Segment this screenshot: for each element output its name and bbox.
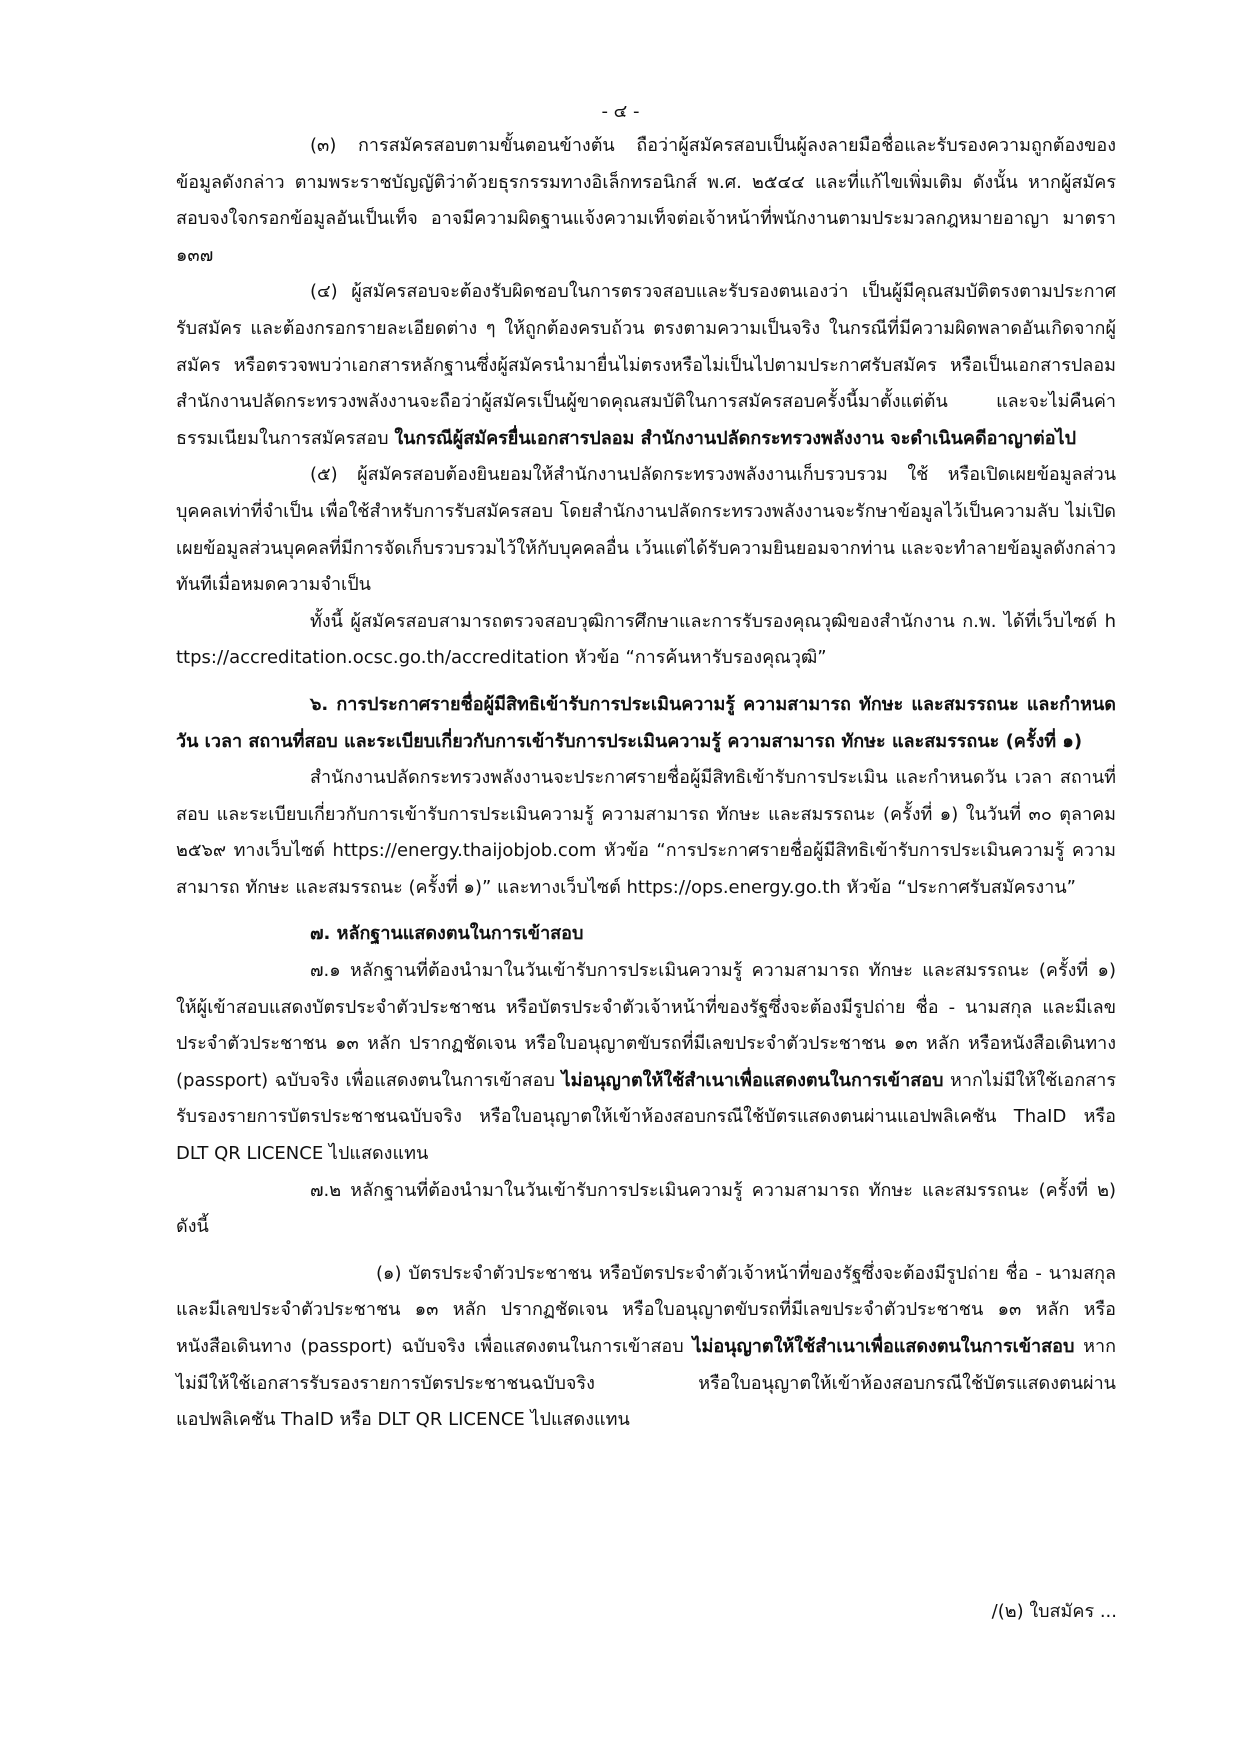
- section-7-heading: ๗. หลักฐานแสดงตนในการเข้าสอบ: [310, 923, 584, 945]
- section-6-body: สำนักงานปลัดกระทรวงพลังงานจะประกาศรายชื่อผู้มีสิทธิเข้ารับการประเมิน และกำหนดวัน เวลา สถานที่สอบ และระเบียบเกี่ยวกับการเข้ารับการประเมินความรู้ ความสามารถ ทักษะ และสมรรถนะ (ครั้งที่ ๑) ในวันที่ ๓๐ ตุลาคม ๒๕๖๙ ทางเว็บไซต์ https://energy.thaijobjob.com หัวข้อ “การประกาศรายชื่อผู้มีสิทธิเข้ารับการประเมินความรู้ ความสามารถ ทักษะ และสมรรถนะ (ครั้งที่ ๑)” และทางเว็บไซต์ https://ops.energy.go.th หัวข้อ “ประกาศรับสมัครงาน”: [176, 767, 1116, 898]
- page-number: - ๔ -: [601, 101, 640, 122]
- accreditation-note-text: ทั้งนี้ ผู้สมัครสอบสามารถตรวจสอบวุฒิการศึกษาและการรับรองคุณวุฒิของสำนักงาน ก.พ. ได้ที่เว็บไซต์: [310, 610, 1105, 632]
- clause-7-2-1-text: (๑) บัตรประจำตัวประชาชน หรือบัตรประจำตัวเจ้าหน้าที่ของรัฐซึ่งจะต้องมีรูปถ่าย ชื่อ - นามสกุล และมีเลขประจำตัวประชาชน ๑๓ หลัก ปรากฏชัดเจน หรือใบอนุญาตขับรถที่มีเลขประจำตัวประชาชน ๑๓ หลัก หรือหนังสือเดินทาง (passport) ฉบับจริง เพื่อแสดงตนในการเข้าสอบ: [176, 1262, 1116, 1357]
- section-6-heading: ๖. การประกาศรายชื่อผู้มีสิทธิเข้ารับการประเมินความรู้ ความสามารถ ทักษะ และสมรรถนะ และกำหนดวัน เวลา สถานที่สอบ และระเบียบเกี่ยวกับการเข้ารับการประเมินความรู้ ความสามารถ ทักษะ และสมรรถนะ (ครั้งที่ ๑): [176, 693, 1116, 752]
- clause-7-2: ๗.๒ หลักฐานที่ต้องนำมาในวันเข้ารับการประเมินความรู้ ความสามารถ ทักษะ และสมรรถนะ (ครั้งที่ ๒) ดังนี้: [176, 1179, 1116, 1238]
- clause-7-1-text: ๗.๑ หลักฐานที่ต้องนำมาในวันเข้ารับการประเมินความรู้ ความสามารถ ทักษะ และสมรรถนะ (ครั้งที่ ๑) ให้ผู้เข้าสอบแสดงบัตรประจำตัวประชาชน หรือบัตรประจำตัวเจ้าหน้าที่ของรัฐซึ่งจะต้องมีรูปถ่าย ชื่อ - นามสกุล และมีเลขประจำตัวประชาชน ๑๓ หลัก ปรากฏชัดเจน หรือใบอนุญาตขับรถที่มีเลขประจำตัวประชาชน ๑๓ หลัก หรือหนังสือเดินทาง (passport) ฉบับจริง เพื่อแสดงตนในการเข้าสอบ: [176, 960, 1116, 1091]
- clause-5: (๕) ผู้สมัครสอบต้องยินยอมให้สำนักงานปลัดกระทรวงพลังงานเก็บรวบรวม ใช้ หรือเปิดเผยข้อมูลส่วนบุคคลเท่าที่จำเป็น เพื่อใช้สำหรับการรับสมัครสอบ โดยสำนักงานปลัดกระทรวงพลังงานจะรักษาข้อมูลไว้เป็นความลับ ไม่เปิดเผยข้อมูลส่วนบุคคลที่มีการจัดเก็บรวบรวมไว้ให้กับบุคคลอื่น เว้นแต่ได้รับความยินยอมจากท่าน และจะทำลายข้อมูลดังกล่าวทันทีเมื่อหมดความจำเป็น: [176, 464, 1116, 596]
- accreditation-note-tail: หัวข้อ “การค้นหารับรองคุณวุฒิ”: [568, 647, 827, 669]
- accreditation-url: https://accreditation.ocsc.go.th/accreditation: [176, 610, 1116, 669]
- clause-7-1-tail: หากไม่มีให้ใช้เอกสารรับรองรายการบัตรประชาชนฉบับจริง หรือใบอนุญาตให้เข้าห้องสอบกรณีใช้บัตรแสดงตนผ่านแอปพลิเคชัน ThaID หรือ DLT QR LICENCE ไปแสดงแทน: [176, 1069, 1116, 1165]
- document-body: [176, 128, 1116, 1439]
- clause-7-1-bold: ไม่อนุญาตให้ใช้สำเนาเพื่อแสดงตนในการเข้าสอบ: [561, 1069, 944, 1091]
- clause-7-1: [176, 953, 1116, 1173]
- clause-3: (๓) การสมัครสอบตามขั้นตอนข้างต้น ถือว่าผู้สมัครสอบเป็นผู้ลงลายมือชื่อและรับรองความถูกต้องของข้อมูลดังกล่าว ตามพระราชบัญญัติว่าด้วยธุรกรรมทางอิเล็กทรอนิกส์ พ.ศ. ๒๕๔๔ และที่แก้ไขเพิ่มเติม ดังนั้น หากผู้สมัครสอบจงใจกรอกข้อมูลอันเป็นเท็จ อาจมีความผิดฐานแจ้งความเท็จต่อเจ้าหน้าที่พนักงานตามประมวลกฎหมายอาญา มาตรา ๑๓๗: [176, 135, 1116, 266]
- clause-7-2-1-bold: ไม่อนุญาตให้ใช้สำเนาเพื่อแสดงตนในการเข้าสอบ: [692, 1336, 1075, 1357]
- continuation-marker: /(๒) ใบสมัคร ...: [991, 1601, 1117, 1622]
- clause-7-2-1: [176, 1256, 1116, 1439]
- clause-4: [176, 274, 1116, 457]
- accreditation-note: [176, 604, 1116, 677]
- clause-4-bold-warning: ในกรณีผู้สมัครยื่นเอกสารปลอม สำนักงานปลัดกระทรวงพลังงาน จะดำเนินคดีอาญาต่อไป: [394, 427, 1076, 449]
- clause-4-text: (๔) ผู้สมัครสอบจะต้องรับผิดชอบในการตรวจสอบและรับรองตนเองว่า เป็นผู้มีคุณสมบัติตรงตามประกาศรับสมัคร และต้องกรอกรายละเอียดต่าง ๆ ให้ถูกต้องครบถ้วน ตรงตามความเป็นจริง ในกรณีที่มีความผิดพลาดอันเกิดจากผู้สมัคร หรือตรวจพบว่าเอกสารหลักฐานซึ่งผู้สมัครนำมายื่นไม่ตรงหรือไม่เป็นไปตามประกาศรับสมัคร หรือเป็นเอกสารปลอม สำนักงานปลัดกระทรวงพลังงานจะถือว่าผู้สมัครเป็นผู้ขาดคุณสมบัติในการสมัครสอบครั้งนี้มาตั้งแต่ต้น และจะไม่คืนค่าธรรมเนียมในการสมัครสอบ: [176, 281, 1116, 449]
- clause-7-2-1-tail: หากไม่มีให้ใช้เอกสารรับรองรายการบัตรประชาชนฉบับจริง หรือใบอนุญาตให้เข้าห้องสอบกรณีใช้บัตรแสดงตนผ่านแอปพลิเคชัน ThaID หรือ DLT QR LICENCE ไปแสดงแทน: [176, 1336, 1117, 1431]
